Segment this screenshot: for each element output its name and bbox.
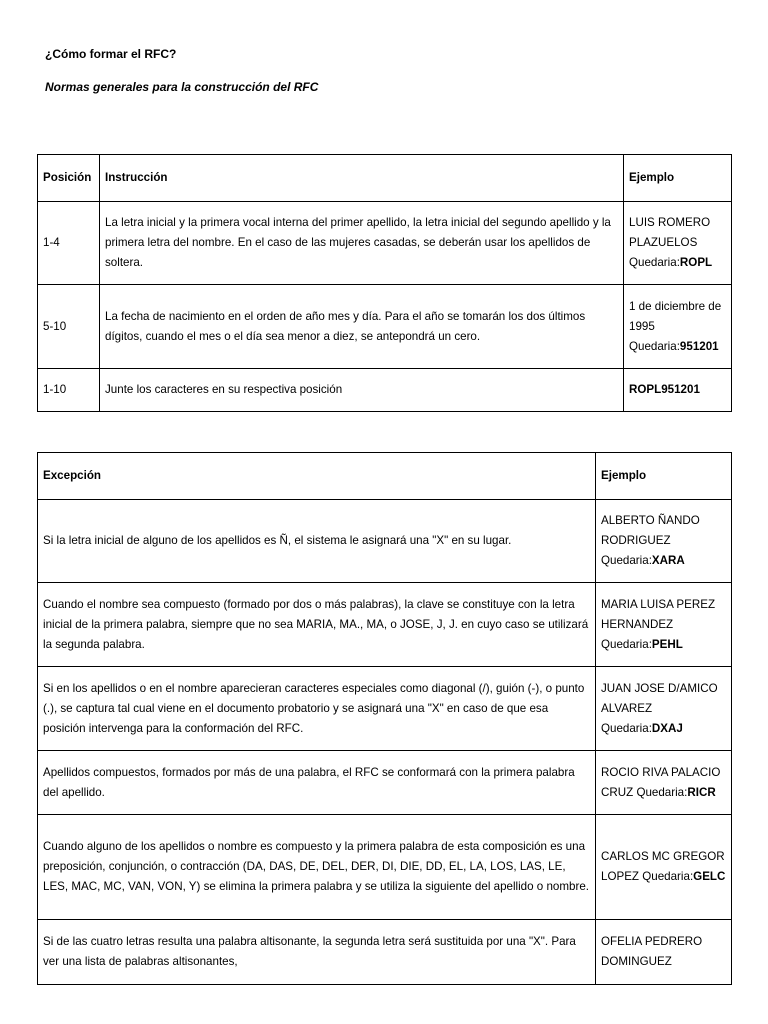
example-cell [596,583,732,667]
exception-cell: Si de las cuatro letras resulta una palabra altisonante, la segunda letra será sustituida por una "X". Para ver una lista de palabras altisonantes, [38,920,596,985]
rfc-positions-table [37,154,732,412]
header-exception: Excepción [38,453,596,500]
example-prefix: Quedaria: [629,339,680,353]
example-name: LUIS ROMERO PLAZUELOS [629,216,711,249]
table-row [38,285,732,369]
example-name: 1 de diciembre de 1995 [629,299,722,333]
example-cell [596,815,732,920]
table-row [38,920,732,985]
exception-cell: Si en los apellidos o en el nombre aparecieran caracteres especiales como diagonal (/), guión (-), o punto (.), se captura tal cual viene en el documento probatorio y se asignará una "X" en caso de que esa posición intervenga para la conformación del RFC. [38,667,596,751]
example-name: JUAN JOSE D/AMICO ALVAREZ [601,681,718,715]
example-name: MARIA LUISA PEREZ HERNANDEZ [601,597,716,631]
example-cell [596,667,732,751]
table-row [38,369,732,412]
example-result: DXAJ [651,721,683,735]
example-prefix: Quedaria: [642,870,694,883]
example-cell [624,285,732,369]
position-cell: 5-10 [38,285,100,369]
example-cell [596,500,732,583]
table-row [38,202,732,285]
example-name: ALBERTO ÑANDO RODRIGUEZ [601,514,700,547]
page-title: ¿Cómo formar el RFC? [45,47,177,61]
example-cell [624,202,732,285]
rfc-exceptions-table [37,452,732,985]
instruction-cell: La letra inicial y la primera vocal interna del primer apellido, la letra inicial del segundo apellido y la primera letra del nombre. En el caso de las mujeres casadas, se deberán usar los apellidos de soltera. [100,202,624,285]
example-result: GELC [693,870,726,883]
table-row [38,583,732,667]
exception-cell: Apellidos compuestos, formados por más de una palabra, el RFC se conformará con la primera palabra del apellido. [38,751,596,815]
table-header-row [38,155,732,202]
position-cell: 1-4 [38,202,100,285]
header-example: Ejemplo [596,453,732,500]
example-name: CARLOS MC GREGOR LOPEZ [601,850,725,883]
exception-cell: Cuando el nombre sea compuesto (formado por dos o más palabras), la clave se constituye con la letra inicial de la primera palabra, siempre que no sea MARIA, MA., MA, o JOSE, J, J. en cuyo caso se utilizará la segunda palabra. [38,583,596,667]
example-result: PEHL [651,637,683,651]
table-row [38,815,732,920]
example-result: 951201 [679,339,719,353]
example-cell [596,751,732,815]
instruction-cell: Junte los caracteres en su respectiva posición [100,369,624,412]
example-result: ROPL [679,256,713,269]
instruction-cell: La fecha de nacimiento en el orden de año mes y día. Para el año se tomarán los dos últimos dígitos, cuando el mes o el día sea menor a diez, se antepondrá un cero. [100,285,624,369]
example-prefix: Quedaria: [601,721,652,735]
example-prefix: Quedaria: [636,785,688,799]
table-header-row [38,453,732,500]
exception-cell: Si la letra inicial de alguno de los apellidos es Ñ, el sistema le asignará una "X" en su lugar. [38,500,596,583]
exception-cell: Cuando alguno de los apellidos o nombre es compuesto y la primera palabra de esta composición es una preposición, conjunción, o contracción (DA, DAS, DE, DEL, DER, DI, DIE, DD, EL, LA, LOS, LAS, LE, LES, MAC, MC, VAN, VON, Y) se elimina la primera palabra y se utiliza la siguiente del apellido o nombre. [38,815,596,920]
example-cell: ROPL951201 [624,369,732,412]
table-row [38,667,732,751]
example-result: RICR [687,785,716,799]
example-prefix: Quedaria: [601,554,652,567]
page-subtitle: Normas generales para la construcción del RFC [45,80,319,94]
example-prefix: Quedaria: [601,637,652,651]
example-prefix: Quedaria: [629,256,680,269]
example-name: ROCIO RIVA PALACIO CRUZ [601,765,721,799]
header-example: Ejemplo [624,155,732,202]
table-row [38,751,732,815]
header-instruction: Instrucción [100,155,624,202]
example-cell: OFELIA PEDRERO DOMINGUEZ [596,920,732,985]
table-row [38,500,732,583]
header-position: Posición [38,155,100,202]
position-cell: 1-10 [38,369,100,412]
example-result: XARA [651,554,685,567]
